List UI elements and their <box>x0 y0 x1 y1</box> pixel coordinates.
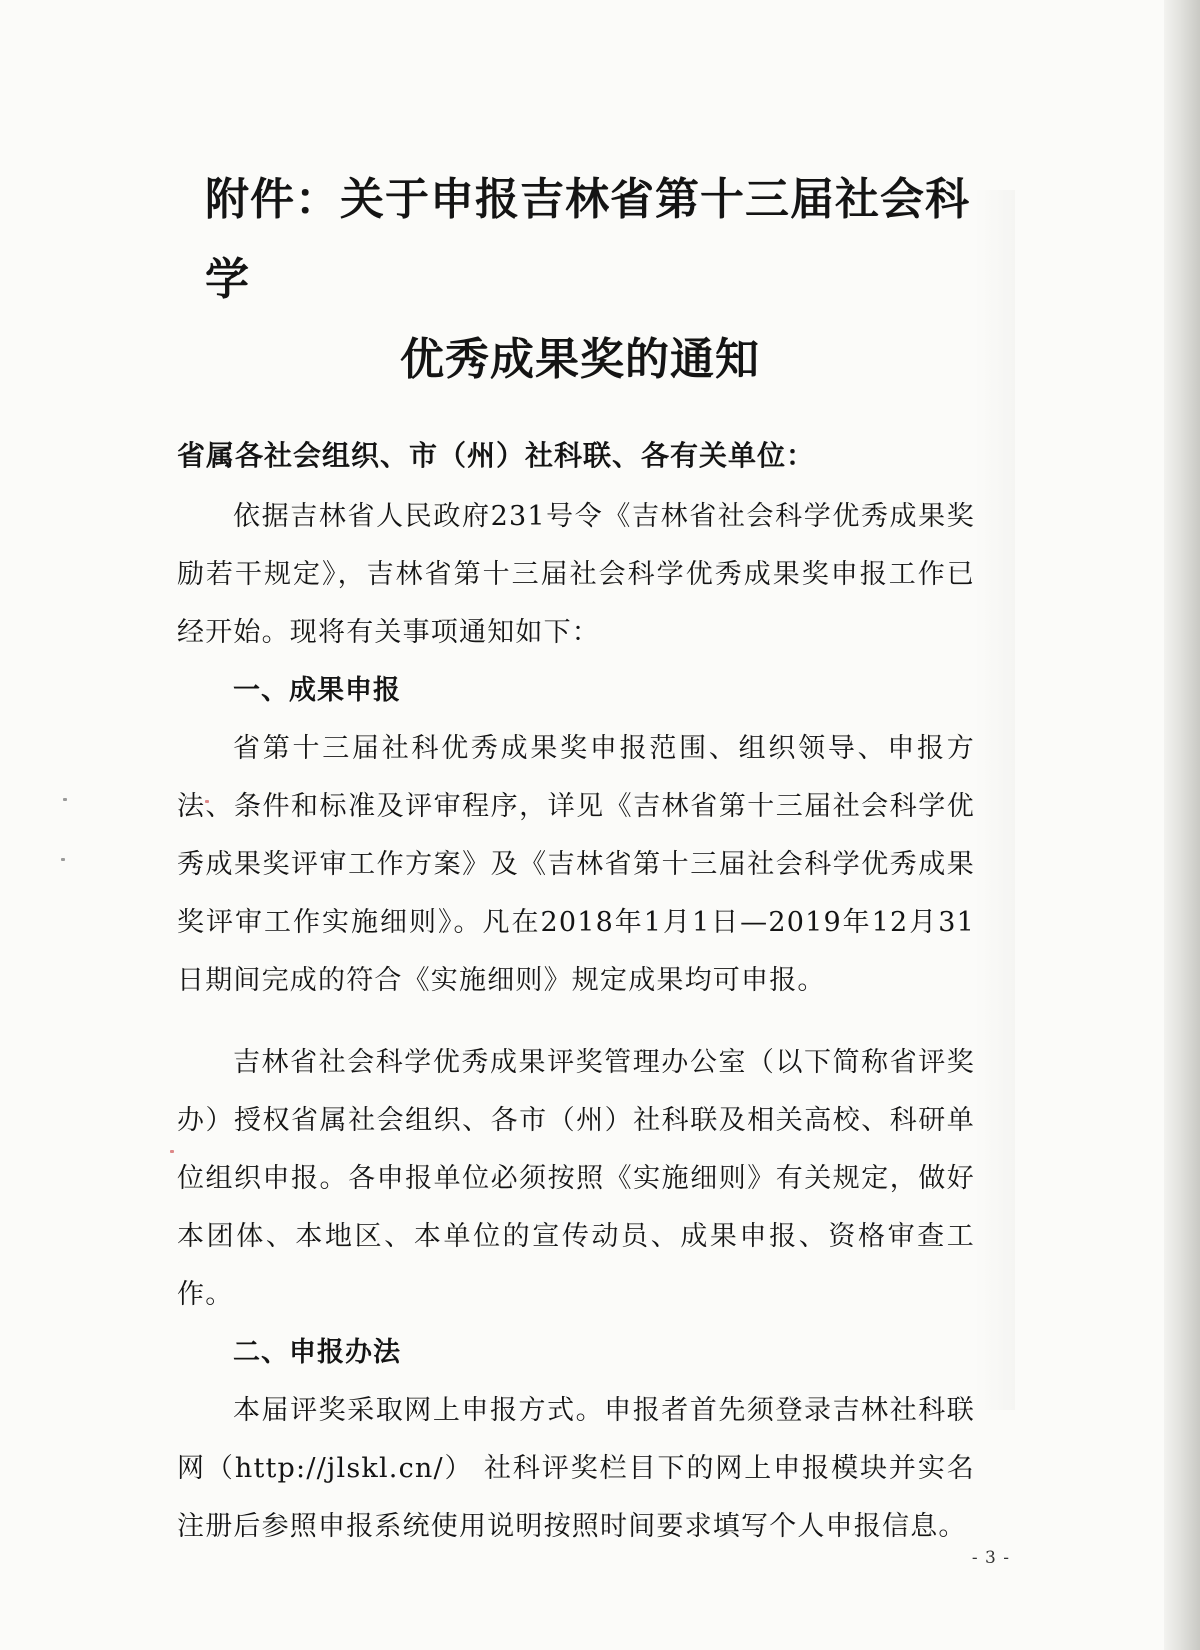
page-number: - 3 - <box>971 1548 1010 1568</box>
section-2-text-before-url: 本届评奖采取网上申报方式。申报者首先须登录吉林社科联网（ <box>177 1395 975 1484</box>
section-2-heading: 二、申报办法 <box>233 1337 401 1368</box>
document-body <box>165 160 975 1556</box>
section-2-paragraph-1 <box>165 1382 975 1556</box>
scan-edge <box>1164 0 1200 1650</box>
website-url: http://jlskl.cn/ <box>234 1453 444 1484</box>
section-1-paragraph-1: 省第十三届社科优秀成果奖申报范围、组织领导、申报方法、条件和标准及评审程序，详见《吉林省第十三届社会科学优秀成果奖评审工作方案》及《吉林省第十三届社会科学优秀成果奖评审工作实施细则》。凡在2018年1月1日—2019年12月31日期间完成的符合《实施细则》规定成果均可申报。 <box>177 733 975 996</box>
document-title <box>185 160 975 400</box>
section-2-text-after-url: ） 社科评奖栏目下的网上申报模块并实名注册后参照申报系统使用说明按照时间要求填写个人申报信息。 <box>177 1453 975 1542</box>
section-1-paragraph-2: 吉林省社会科学优秀成果评奖管理办公室（以下简称省评奖办）授权省属社会组织、各市（州）社科联及相关高校、科研单位组织申报。各申报单位必须按照《实施细则》有关规定，做好本团体、本地区、本单位的宣传动员、成果申报、资格审查工作。 <box>177 1047 975 1310</box>
show-through-shadow <box>975 190 1015 1410</box>
title-line-1: 附件：关于申报吉林省第十三届社会科学 <box>205 174 970 305</box>
intro-paragraph: 依据吉林省人民政府231号令《吉林省社会科学优秀成果奖励若干规定》，吉林省第十三届社会科学优秀成果奖申报工作已经开始。现将有关事项通知如下： <box>177 501 975 648</box>
scan-speck <box>61 858 65 861</box>
scan-speck <box>63 798 67 801</box>
salutation: 省属各社会组织、市（州）社科联、各有关单位： <box>177 439 816 472</box>
section-1-heading: 一、成果申报 <box>233 675 401 706</box>
title-line-2: 优秀成果奖的通知 <box>400 334 760 385</box>
